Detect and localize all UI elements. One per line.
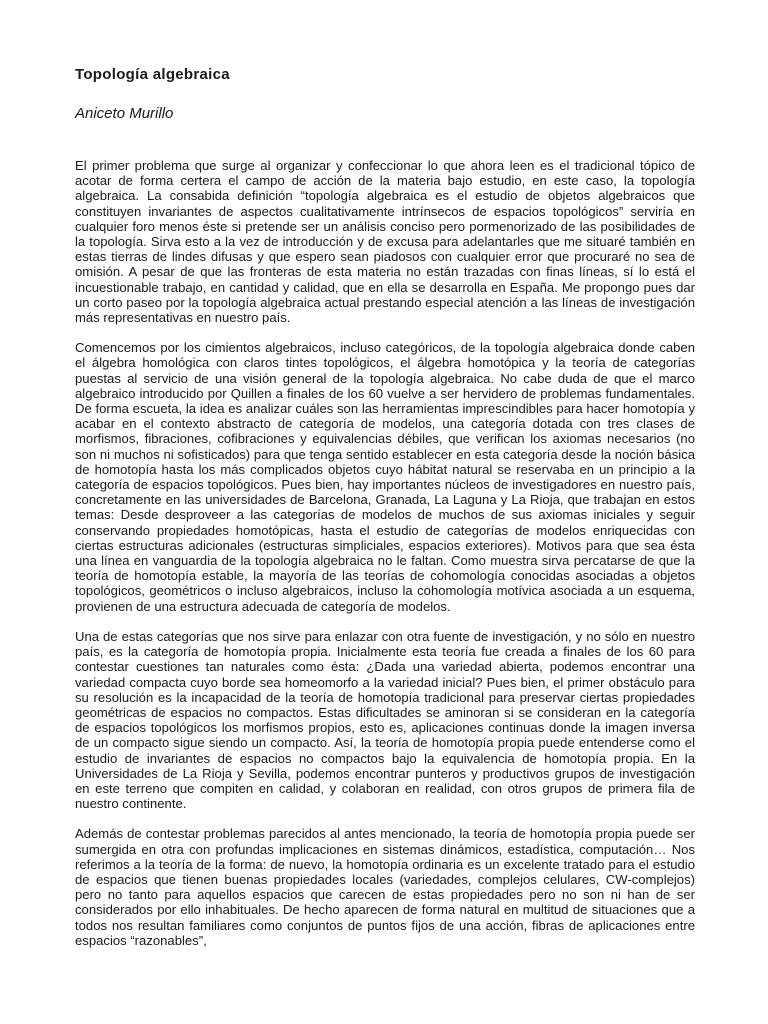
document-title: Topología algebraica (75, 66, 230, 83)
document-page (75, 66, 695, 963)
body-paragraph: El primer problema que surge al organizar y confeccionar lo que ahora leen es el tradicional tópico de acotar de forma certera el campo de acción de la materia bajo estudio, en este caso, la topología algebraica. La consabida definición “topología algebraica es el estudio de objetos algebraicos que constituyen invariantes de aspectos cualitativamente intrínsecos de espacios topológicos” serviría en cualquier foro menos éste si pretende ser un análisis conciso pero pormenorizado de las posibilidades de la topología. Sirva esto a la vez de introducción y de excusa para adelantarles que me situaré también en estas tierras de lindes difusas y que espero sean piadosos con cualquier error que procuraré no sea de omisión. A pesar de que las fronteras de esta materia no están trazadas con finas líneas, sí lo está el incuestionable trabajo, en cantidad y calidad, que en ella se desarrolla en España. Me propongo pues dar un corto paseo por la topología algebraica actual prestando especial atención a las líneas de investigación más representativas en nuestro país. (75, 158, 695, 326)
body-paragraph: Comencemos por los cimientos algebraicos, incluso categóricos, de la topología algebraica donde caben el álgebra homológica con claros tintes topológicos, el álgebra homotópica y la teoría de categorías puestas al servicio de una visión general de la topología algebraica. No cabe duda de que el marco algebraico introducido por Quillen a finales de los 60 vuelve a ser hervidero de problemas fundamentales. De forma escueta, la idea es analizar cuáles son las herramientas imprescindibles para hacer homotopía y acabar en el contexto abstracto de categoría de modelos, una categoría dotada con tres clases de morfismos, fibraciones, cofibraciones y equivalencias débiles, que verifican los axiomas necesarios (no son ni muchos ni sofisticados) para que tenga sentido establecer en esta categoría desde la noción básica de homotopía hasta los más complicados objetos cuyo hábitat natural se reservaba en un principio a la categoría de espacios topológicos. Pues bien, hay importantes núcleos de investigadores en nuestro país, concretamente en las universidades de Barcelona, Granada, La Laguna y La Rioja, que trabajan en estos temas: Desde desproveer a las categorías de modelos de muchos de sus axiomas iniciales y seguir conservando propiedades homotópicas, hasta el estudio de categorías de modelos enriquecidas con ciertas estructuras adicionales (estructuras simpliciales, espacios exteriores). Motivos para que sea ésta una línea en vanguardia de la topología algebraica no le faltan. Como muestra sirva percatarse de que la teoría de homotopía estable, la mayoría de las teorías de cohomología conocidas asociadas a objetos topológicos, geométricos o incluso algebraicos, incluso la cohomología motívica asociada a un esquema, provienen de una estructura adecuada de categoría de modelos. (75, 340, 695, 614)
body-paragraph: Además de contestar problemas parecidos al antes mencionado, la teoría de homotopía propia puede ser sumergida en otra con profundas implicaciones en sistemas dinámicos, estadística, computación… Nos referimos a la teoría de la forma: de nuevo, la homotopía ordinaria es un excelente tratado para el estudio de espacios que tienen buenas propiedades locales (variedades, complejos celulares, CW-complejos) pero no tanto para aquellos espacios que carecen de estas propiedades pero no son ni han de ser considerados por ello inhabituales. De hecho aparecen de forma natural en multitud de situaciones que a todos nos resultan familiares como conjuntos de puntos fijos de una acción, fibras de aplicaciones entre espacios “razonables”, (75, 826, 695, 948)
document-author: Aniceto Murillo (75, 105, 174, 122)
body-paragraph: Una de estas categorías que nos sirve para enlazar con otra fuente de investigación, y no sólo en nuestro país, es la categoría de homotopía propia. Inicialmente esta teoría fue creada a finales de los 60 para contestar cuestiones tan naturales como ésta: ¿Dada una variedad abierta, podemos encontrar una variedad compacta cuyo borde sea homeomorfo a la variedad inicial? Pues bien, el primer obstáculo para su resolución es la incapacidad de la teoría de homotopía tradicional para preservar ciertas propiedades geométricas de espacios no compactos. Estas dificultades se aminoran si se consideran en la categoría de espacios topológicos los morfismos propios, esto es, aplicaciones continuas donde la imagen inversa de un compacto sigue siendo un compacto. Así, la teoría de homotopía propia puede entenderse como el estudio de invariantes de espacios no compactos bajo la equivalencia de homotopía propia. En la Universidades de La Rioja y Sevilla, podemos encontrar punteros y productivos grupos de investigación en este terreno que compiten en calidad, y colaboran en realidad, con otros grupos de primera fila de nuestro continente. (75, 628, 695, 812)
